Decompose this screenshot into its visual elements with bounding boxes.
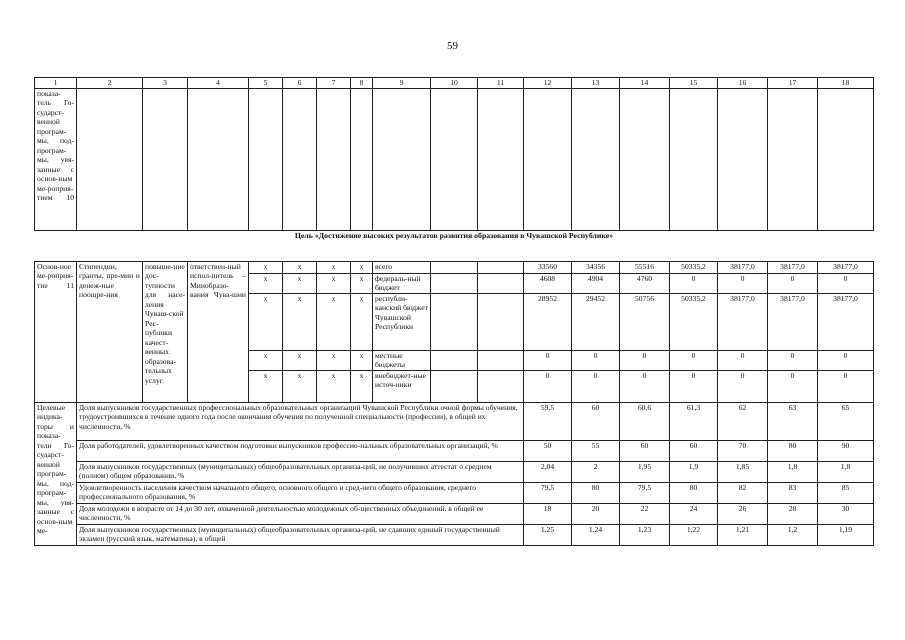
- value-cell: 62: [718, 402, 768, 440]
- indicator-text: Доля выпускников государственных (муниципальных) общеобразовательных организа-ций, не получивших аттестат о среднем (полном) общем образовании, %: [77, 461, 524, 482]
- header-cell: 11: [478, 78, 524, 89]
- value-cell: 80: [670, 482, 718, 503]
- value-cell: 26: [718, 503, 768, 524]
- value-cell: 0: [768, 273, 818, 293]
- header-cell: 2: [77, 78, 143, 89]
- value-cell: 0: [524, 370, 572, 402]
- value-cell: 18: [524, 503, 572, 524]
- value-cell: 1,24: [572, 524, 620, 545]
- indicator-row: [35, 503, 874, 524]
- funding-source: федераль-ный бюджет: [373, 273, 431, 293]
- value-cell: 30: [818, 503, 874, 524]
- value-cell: 0: [718, 370, 768, 402]
- x-mark: x: [317, 273, 351, 293]
- value-cell: 38177,0: [768, 293, 818, 350]
- value-cell: 38177,0: [818, 261, 874, 273]
- header-cell: 18: [818, 78, 874, 89]
- value-cell: 0: [670, 350, 718, 370]
- x-mark: x: [249, 261, 283, 273]
- x-mark: x: [317, 261, 351, 273]
- event-executor-cell: ответствен-ный испол-нитель – Минобразо-вания Чува-шии: [188, 261, 249, 402]
- value-cell: 65: [818, 402, 874, 440]
- indicator-row: [35, 524, 874, 545]
- header-cell: 15: [670, 78, 718, 89]
- value-cell: 1,25: [524, 524, 572, 545]
- value-cell: 80: [768, 440, 818, 461]
- header-cell: 3: [143, 78, 188, 89]
- value-cell: 38177,0: [818, 293, 874, 350]
- header-cell: 17: [768, 78, 818, 89]
- value-cell: 1,2: [768, 524, 818, 545]
- value-cell: 85: [818, 482, 874, 503]
- value-cell: 0: [718, 273, 768, 293]
- value-cell: 1,19: [818, 524, 874, 545]
- header-cell: 10: [431, 78, 478, 89]
- event-row-total: [35, 261, 874, 273]
- value-cell: 4608: [524, 273, 572, 293]
- funding-source: внебюджет-ные источ-ники: [373, 370, 431, 402]
- value-cell: 82: [718, 482, 768, 503]
- value-cell: 83: [768, 482, 818, 503]
- header-number-row: [35, 78, 874, 89]
- indicator-label-cell: показа-тель Го-сударст-венной програм-мы, под-програм-мы, увя-занные с основ-ным ме-роприя-тием 10: [35, 88, 77, 230]
- funding-source: всего: [373, 261, 431, 273]
- value-cell: 22: [620, 503, 670, 524]
- value-cell: 60: [620, 440, 670, 461]
- indicator-text: Доля выпускников государственных (муниципальных) общеобразовательных организа-ций, не сдавших единый государственный экзамен (русский язык, математика), в общей: [77, 524, 524, 545]
- x-mark: x: [351, 350, 373, 370]
- value-cell: 34356: [572, 261, 620, 273]
- header-cell: 6: [283, 78, 317, 89]
- x-mark: x: [283, 293, 317, 350]
- goal-row: [35, 230, 874, 261]
- value-cell: 0: [620, 350, 670, 370]
- value-cell: 50335,2: [670, 261, 718, 273]
- value-cell: 0: [818, 370, 874, 402]
- x-mark: x: [283, 261, 317, 273]
- indicator-text: Удовлетворенность населения качеством начального общего, основного общего и сред-него общего образования, среднего профессионального образования, %: [77, 482, 524, 503]
- x-mark: x: [317, 350, 351, 370]
- x-mark: x: [317, 293, 351, 350]
- value-cell: 4760: [620, 273, 670, 293]
- value-cell: 20: [572, 503, 620, 524]
- page-number: 59: [447, 40, 458, 52]
- value-cell: 1,9: [670, 461, 718, 482]
- value-cell: 79,5: [620, 482, 670, 503]
- value-cell: 0: [670, 370, 718, 402]
- value-cell: 1,23: [620, 524, 670, 545]
- value-cell: 2,04: [524, 461, 572, 482]
- value-cell: 0: [572, 350, 620, 370]
- value-cell: 4904: [572, 273, 620, 293]
- header-cell: 4: [188, 78, 249, 89]
- value-cell: 1,8: [818, 461, 874, 482]
- value-cell: 2: [572, 461, 620, 482]
- value-cell: 70: [718, 440, 768, 461]
- header-cell: 9: [373, 78, 431, 89]
- header-cell: 12: [524, 78, 572, 89]
- value-cell: 60,6: [620, 402, 670, 440]
- value-cell: 50: [524, 440, 572, 461]
- indicator-row: [35, 440, 874, 461]
- value-cell: 0: [524, 350, 572, 370]
- indicator-text: Доля выпускников государственных профессиональных образовательных организаций Чувашской Республики очной формы обучения, трудоустроившихся в течение одного года после окончания обучения по полученной специальности (профессии), в общей их численности, %: [77, 402, 524, 440]
- value-cell: 28952: [524, 293, 572, 350]
- header-cell: 16: [718, 78, 768, 89]
- event-name-cell: Основ-ное ме-роприя-тие 11: [35, 261, 77, 402]
- x-mark: x: [283, 273, 317, 293]
- value-cell: 59,5: [524, 402, 572, 440]
- header-cell: 13: [572, 78, 620, 89]
- header-cell: 14: [620, 78, 670, 89]
- funding-source: республи-канский бюджет Чувашской Республики: [373, 293, 431, 350]
- x-mark: x: [249, 350, 283, 370]
- value-cell: 0: [768, 350, 818, 370]
- program-table: [34, 77, 874, 546]
- value-cell: 38177,0: [718, 261, 768, 273]
- event-type-cell: Стипендии, гранты, пре-мии и денеж-ные поощре-ния: [77, 261, 143, 402]
- header-cell: 1: [35, 78, 77, 89]
- value-cell: 63: [768, 402, 818, 440]
- value-cell: 1,22: [670, 524, 718, 545]
- indicator-text: Доля работодателей, удовлетворенных качеством подготовки выпускников профессио-нальных образовательных организаций, %: [77, 440, 524, 461]
- indicator-text: Доля молодежи в возрасте от 14 до 30 лет, охваченной деятельностью молодежных об-щественных объединений, в общей ее численности, %: [77, 503, 524, 524]
- value-cell: 0: [572, 370, 620, 402]
- funding-source: местные бюджеты: [373, 350, 431, 370]
- value-cell: 33560: [524, 261, 572, 273]
- value-cell: 60: [670, 440, 718, 461]
- value-cell: 24: [670, 503, 718, 524]
- value-cell: 1,8: [768, 461, 818, 482]
- value-cell: 0: [718, 350, 768, 370]
- value-cell: 50756: [620, 293, 670, 350]
- value-cell: 50335,2: [670, 293, 718, 350]
- indicator-row: [35, 482, 874, 503]
- x-mark: x: [283, 370, 317, 402]
- value-cell: 1,21: [718, 524, 768, 545]
- event-goal-cell: повыше-ние дос-тупности для насе-ления Чуваш-ской Рес-публики качест-венных образова-тельных услуг: [143, 261, 188, 402]
- x-mark: x: [249, 273, 283, 293]
- value-cell: 61,3: [670, 402, 718, 440]
- x-mark: x: [351, 261, 373, 273]
- value-cell: 0: [670, 273, 718, 293]
- indicators-label-cell: Целевые индика-торы и показа-тели Го-сударст-венной програм-мы, под-програм-мы, увя-занные с основ-ным ме-: [35, 402, 77, 545]
- indicator-row: [35, 402, 874, 440]
- value-cell: 79,5: [524, 482, 572, 503]
- x-mark: x: [351, 370, 373, 402]
- value-cell: 29452: [572, 293, 620, 350]
- value-cell: 0: [768, 370, 818, 402]
- value-cell: 0: [818, 350, 874, 370]
- goal-title: Цель «Достижение высоких результатов развития образования в Чувашской Республике»: [35, 230, 874, 261]
- value-cell: 60: [572, 402, 620, 440]
- value-cell: 90: [818, 440, 874, 461]
- x-mark: x: [317, 370, 351, 402]
- header-cell: 8: [351, 78, 373, 89]
- value-cell: 0: [818, 273, 874, 293]
- value-cell: 28: [768, 503, 818, 524]
- value-cell: 38177,0: [718, 293, 768, 350]
- x-mark: x: [249, 370, 283, 402]
- indicator-row: [35, 461, 874, 482]
- value-cell: 0: [620, 370, 670, 402]
- value-cell: 1,95: [620, 461, 670, 482]
- value-cell: 80: [572, 482, 620, 503]
- continuation-row: [35, 88, 874, 230]
- header-cell: 7: [317, 78, 351, 89]
- value-cell: 55516: [620, 261, 670, 273]
- x-mark: x: [249, 293, 283, 350]
- value-cell: 1,85: [718, 461, 768, 482]
- x-mark: x: [351, 293, 373, 350]
- x-mark: x: [351, 273, 373, 293]
- x-mark: x: [283, 350, 317, 370]
- header-cell: 5: [249, 78, 283, 89]
- value-cell: 38177,0: [768, 261, 818, 273]
- value-cell: 55: [572, 440, 620, 461]
